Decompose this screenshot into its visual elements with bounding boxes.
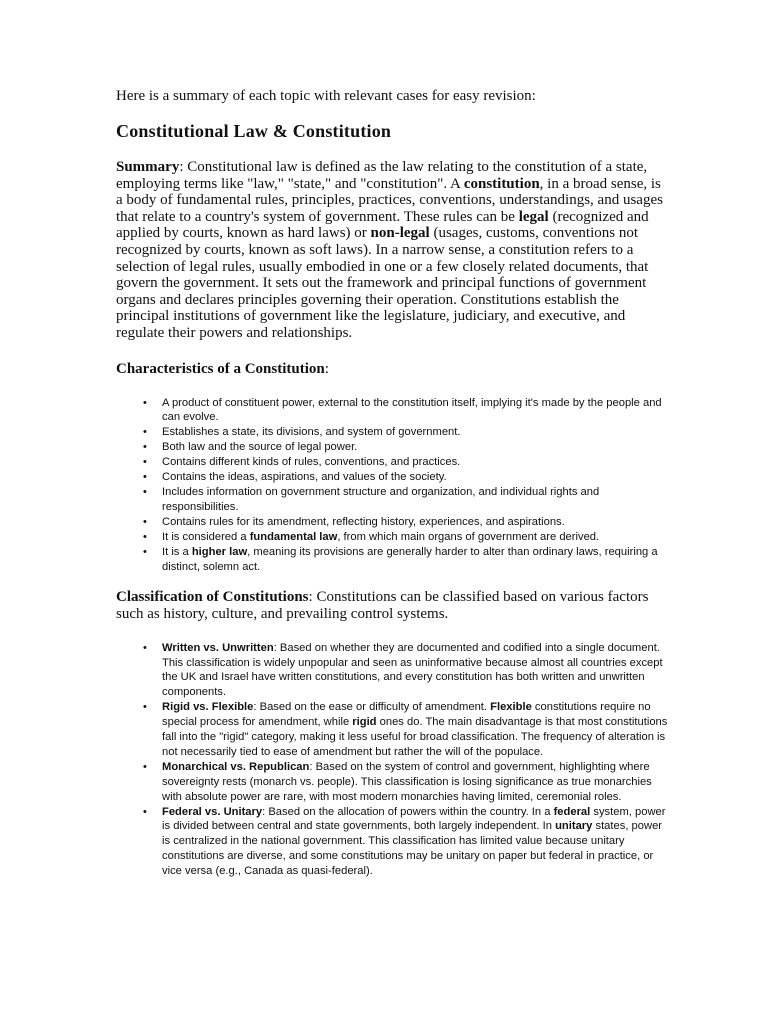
- list-item: [162, 515, 668, 530]
- classification-heading: Classification of Constitutions: [116, 589, 309, 606]
- list-item-text: , meaning its provisions are generally harder to alter than ordinary laws, requiring a distinct, solemn act.: [162, 545, 658, 573]
- list-item: [162, 545, 668, 575]
- summary-label: Summary: [116, 159, 180, 175]
- list-item: [162, 396, 668, 426]
- list-item-text: Includes information on government structure and organization, and individual rights and responsibilities.: [162, 485, 600, 513]
- list-item: [162, 530, 668, 545]
- list-item-bold: Rigid vs. Flexible: [162, 701, 254, 714]
- list-item-bold: Monarchical vs. Republican: [162, 760, 310, 773]
- intro-text: Here is a summary of each topic with relevant cases for easy revision:: [116, 88, 536, 104]
- characteristics-heading-colon: :: [324, 360, 329, 377]
- list-item-text: states, power is centralized in the national government. This classification has limited value because unitary constitutions are diverse, and some constitutions may be unitary on paper but federal in practice, or vice versa (e.g., Canada as quasi-federal).: [162, 820, 663, 878]
- list-item-bold: rigid: [352, 716, 377, 729]
- list-item: [162, 455, 668, 470]
- summary-text-1: : Constitutional law is defined as the law relating to the constitution of a state, employing terms like "law," "state," and "constitution". A: [116, 159, 648, 192]
- list-item: [162, 641, 668, 701]
- list-item-text: ones do. The main disadvantage is that most constitutions fall into the "rigid" category, making it less useful for broad classification. The frequency of alteration is not necessarily tied to ease of amendment but rather the will of the populace.: [162, 716, 668, 758]
- list-item-bold: fundamental law: [249, 530, 338, 543]
- page-title: Constitutional Law & Constitution: [116, 121, 392, 141]
- list-item-text: : Based on the allocation of powers within the country. In a: [262, 805, 554, 818]
- list-item-bold: Written vs. Unwritten: [162, 641, 274, 654]
- list-item-text: : Based on the system of control and government, highlighting where sovereignty rests (monarch vs. people). This classification is losing significance as true monarchies with absolute power are rare, with most modern monarchies having limited, ceremonial roles.: [162, 760, 652, 803]
- list-item-text: Both law and the source of legal power.: [162, 441, 358, 454]
- list-item-bold: Flexible: [490, 701, 532, 714]
- list-item: [162, 425, 668, 440]
- list-item-text: Contains the ideas, aspirations, and values of the society.: [162, 471, 447, 484]
- list-item: [162, 805, 668, 880]
- list-item-text: It is a: [162, 545, 192, 558]
- summary-text-4: (usages, customs, conventions not recognized by courts, known as soft laws). In a narrow sense, a constitution refers to a selection of legal rules, usually embodied in one or a few closely related documents, that govern the government. It sets out the framework and principal functions of government organs and declares principles governing their operation. Constitutions establish the principal institutions of government like the legislature, judiciary, and executive, and regulate their powers and relationships.: [116, 225, 649, 341]
- summary-bold-legal: legal: [518, 208, 549, 225]
- list-item-text: system, power is divided between central and state governments, both largely independent. In: [162, 805, 666, 833]
- summary-text-2: , in a broad sense, is a body of fundamental rules, principles, practices, conventions, understandings, and usages that relate to a country's system of government. These rules can be: [116, 175, 663, 225]
- list-item-text: A product of constituent power, external to the constitution itself, implying it's made by the people and can evolve.: [162, 396, 662, 424]
- classification-paragraph: [116, 589, 668, 622]
- list-item: [162, 760, 668, 805]
- list-item-text: Contains different kinds of rules, conventions, and practices.: [162, 456, 461, 469]
- list-item-bold: unitary: [555, 820, 593, 833]
- summary-bold-constitution: constitution: [463, 175, 540, 192]
- characteristics-heading-text: Characteristics of a Constitution: [116, 360, 325, 377]
- characteristics-list: [116, 396, 668, 575]
- list-item: [162, 700, 668, 760]
- list-item-text: : Based on the ease or difficulty of amendment.: [253, 701, 491, 714]
- list-item-text: Contains rules for its amendment, reflecting history, experiences, and aspirations.: [162, 515, 565, 528]
- list-item-bold: Federal vs. Unitary: [162, 805, 263, 818]
- list-item-text: constitutions require no special process for amendment, while: [162, 701, 651, 729]
- list-item: [162, 470, 668, 485]
- list-item-text: It is considered a: [162, 530, 250, 543]
- list-item-text: Establishes a state, its divisions, and system of government.: [162, 426, 461, 439]
- summary-text-3: (recognized and applied by courts, known as hard laws) or: [116, 208, 649, 242]
- list-item-bold: higher law: [191, 545, 248, 558]
- list-item: [162, 485, 668, 515]
- characteristics-heading: [116, 360, 668, 379]
- list-item: [162, 440, 668, 455]
- summary-bold-non-legal: non-legal: [370, 225, 430, 242]
- list-item-text: , from which main organs of government are derived.: [337, 530, 600, 543]
- list-item-text: : Based on whether they are documented and codified into a single document. This classification is widely unpopular and seen as uninformative because almost all countries except the UK and Israel have written constitutions, and every constitution has both written and unwritten components.: [162, 641, 663, 699]
- classification-list: [116, 641, 668, 880]
- summary-paragraph: [116, 159, 668, 342]
- list-item-bold: federal: [553, 805, 591, 818]
- classification-text: : Constitutions can be classified based on various factors such as history, culture, and prevailing control systems.: [116, 589, 649, 622]
